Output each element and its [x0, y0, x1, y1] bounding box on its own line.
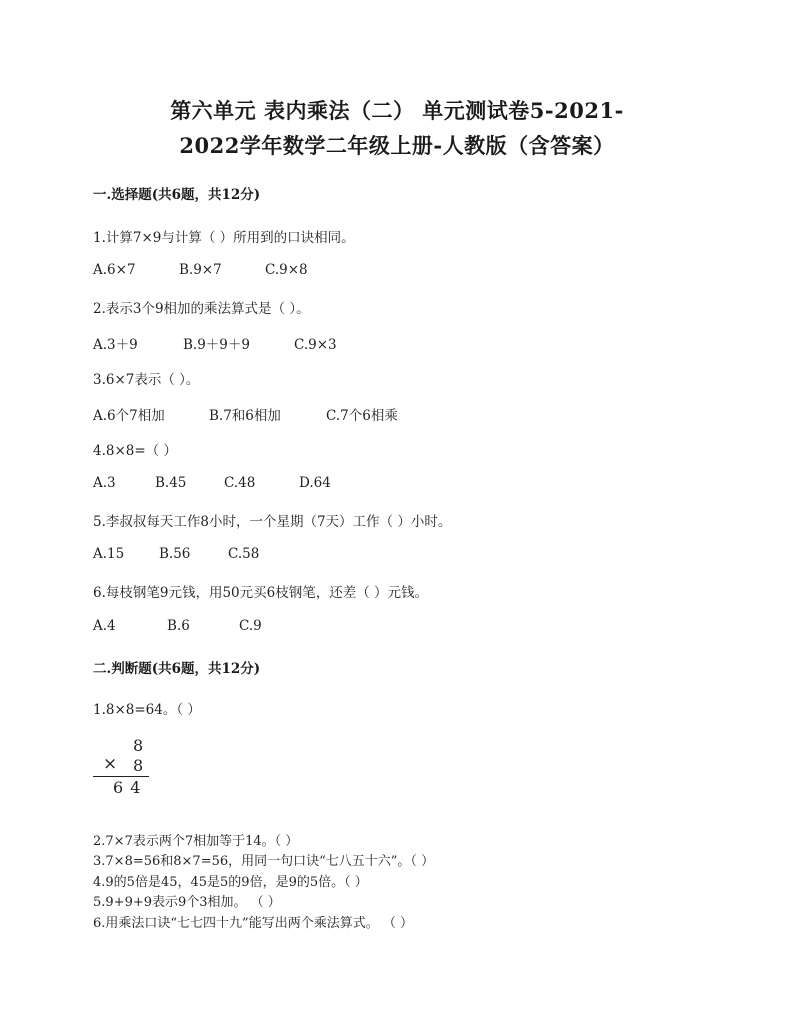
question-6-text: 6.每枝钢笔9元钱，用50元买6枝钢笔，还差（ ）元钱。 [93, 585, 429, 601]
option-a: A.4 [93, 618, 116, 634]
option-a: A.15 [93, 546, 125, 562]
judgement-4-text: 4.9的5倍是45，45是5的9倍，是9的5倍。（ ） [93, 875, 368, 890]
option-a: A.6×7 [93, 262, 136, 278]
calc-top-number: 8 [133, 736, 144, 755]
question-5-options [93, 546, 259, 562]
option-c: C.9×3 [294, 337, 337, 353]
option-b: B.6 [167, 618, 190, 634]
question-1-text: 1.计算7×9与计算（ ）所用到的口诀相同。 [93, 230, 355, 246]
multiply-sign: × [103, 754, 118, 774]
calc-result: 6 4 [113, 778, 142, 797]
option-c: C.48 [224, 475, 256, 491]
option-a: A.3＋9 [93, 337, 138, 353]
section-heading-judgement: 二.判断题(共6题，共12分) [93, 661, 261, 677]
calc-second-number: 8 [133, 756, 144, 775]
judgement-3-text: 3.7×8=56和8×7=56，用同一句口诀“七八五十六”。（ ） [93, 854, 435, 869]
document-title-line2: 2022学年数学二年级上册-人教版（含答案） [179, 133, 615, 158]
option-a: A.3 [93, 475, 116, 491]
option-a: A.6个7相加 [93, 408, 165, 424]
question-4-options [93, 475, 331, 491]
option-c: C.7个6相乘 [326, 408, 398, 424]
question-2-text: 2.表示3个9相加的乘法算式是（ ）。 [93, 301, 310, 317]
option-b: B.56 [159, 546, 191, 562]
question-3-text: 3.6×7表示（ ）。 [93, 372, 200, 388]
judgement-5-text: 5.9+9+9表示9个3相加。 （ ） [93, 895, 281, 910]
calc-line [93, 776, 149, 777]
option-b: B.9×7 [179, 262, 222, 278]
option-b: B.9＋9＋9 [183, 337, 250, 353]
judgement-2-text: 2.7×7表示两个7相加等于14。（ ） [93, 834, 299, 849]
option-c: C.9×8 [265, 262, 308, 278]
question-3-options [93, 404, 398, 424]
question-2-options [93, 333, 337, 353]
option-b: B.7和6相加 [209, 408, 281, 424]
vertical-multiplication [93, 736, 153, 796]
option-d: D.64 [299, 475, 331, 491]
question-4-text: 4.8×8=（ ） [93, 443, 177, 459]
question-1-options [93, 262, 308, 278]
judgement-6-text: 6.用乘法口诀“七七四十九”能写出两个乘法算式。 （ ） [93, 916, 413, 931]
option-c: C.9 [239, 618, 262, 634]
option-b: B.45 [155, 475, 187, 491]
question-5-text: 5.李叔叔每天工作8小时，一个星期（7天）工作（ ）小时。 [93, 514, 452, 530]
option-c: C.58 [228, 546, 260, 562]
question-6-options [93, 618, 262, 634]
section-heading-choice: 一.选择题(共6题，共12分) [93, 187, 261, 203]
document-title-line1: 第六单元 表内乘法（二） 单元测试卷5-2021- [170, 98, 624, 123]
judgement-1-text: 1.8×8=64。（ ） [93, 702, 201, 718]
